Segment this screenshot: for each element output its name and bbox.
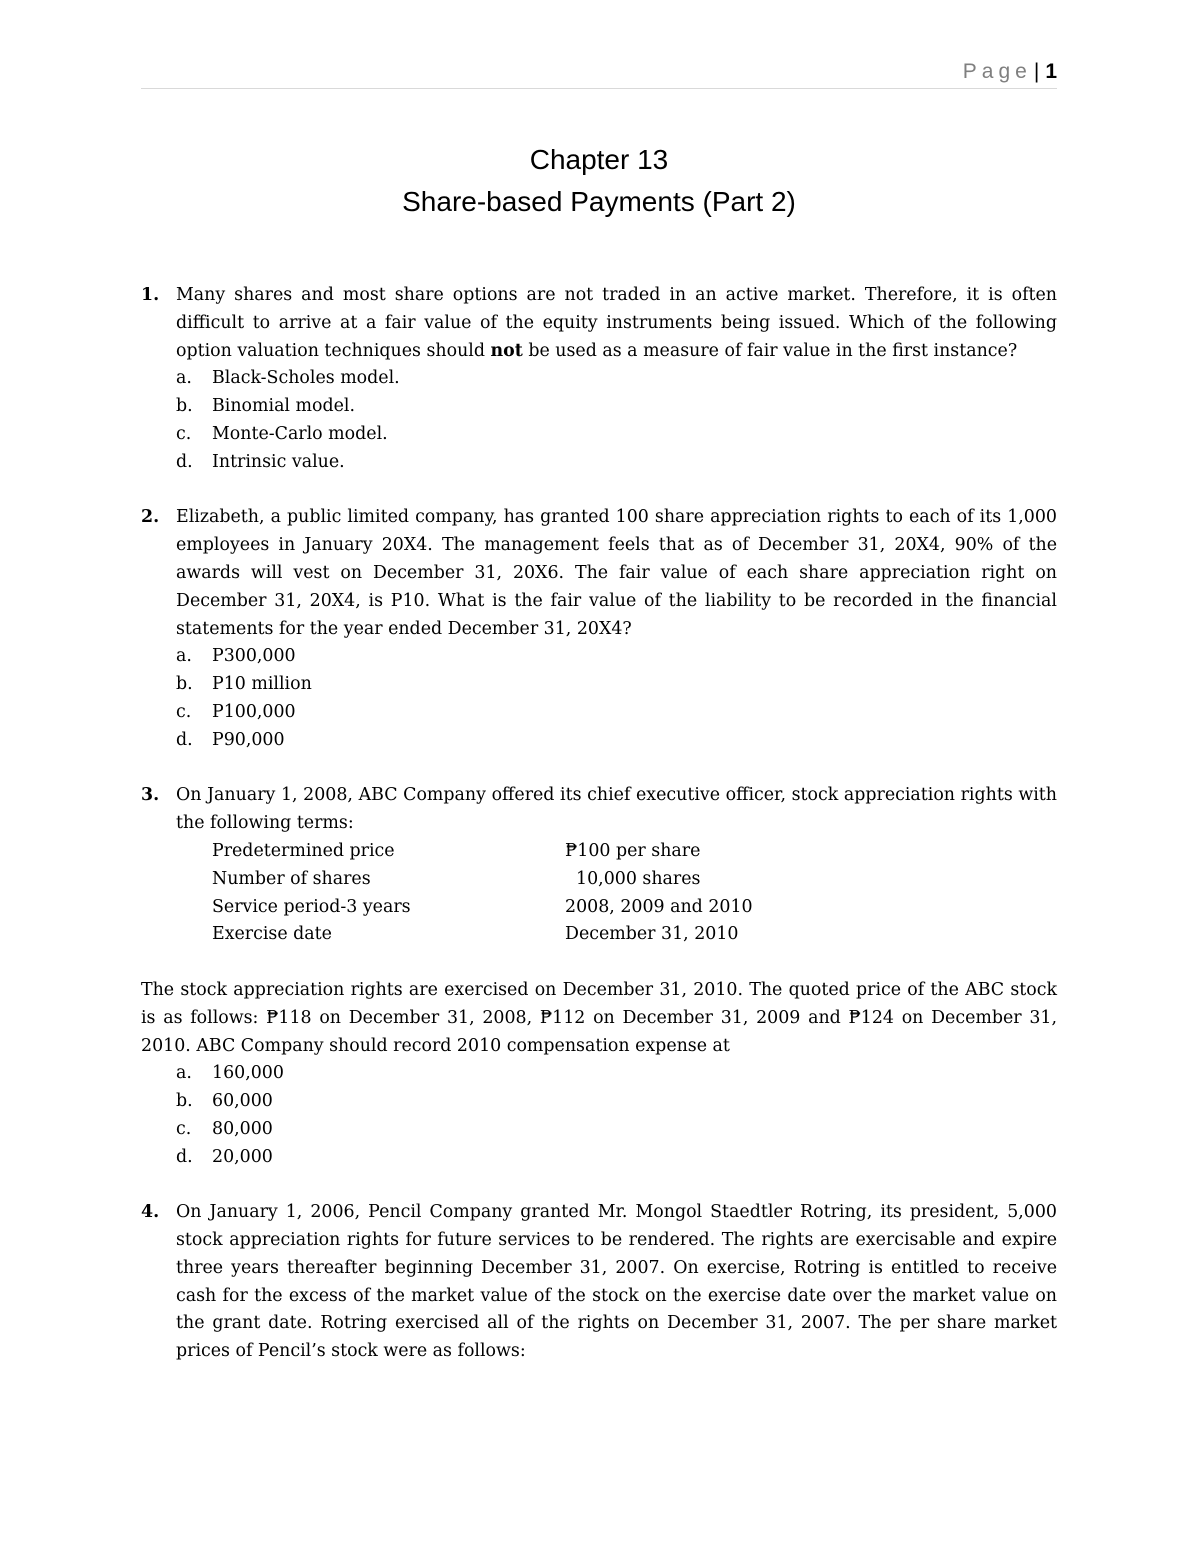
spacer <box>141 949 1057 977</box>
term-value: 10,000 shares <box>565 868 701 889</box>
spacer <box>141 755 1057 783</box>
option-letter: b. <box>176 674 193 695</box>
answer-option <box>176 421 1057 449</box>
answer-option <box>176 1144 1057 1172</box>
terms-row <box>176 921 1057 949</box>
answer-option <box>176 393 1057 421</box>
question-number: 1. <box>141 285 160 305</box>
option-letter: b. <box>176 1091 193 1112</box>
option-letter: c. <box>176 423 192 444</box>
option-letter: a. <box>176 1063 192 1084</box>
chapter-title: Chapter 13 <box>529 144 669 175</box>
page-number-label <box>963 60 1057 84</box>
option-letter: a. <box>176 368 192 389</box>
question-number: 3. <box>141 785 160 806</box>
option-letter: d. <box>176 729 193 750</box>
term-label: Exercise date <box>212 924 332 945</box>
question-2 <box>141 504 1057 754</box>
document-body <box>141 282 1057 1366</box>
terms-row <box>176 894 1057 922</box>
answer-option <box>176 1116 1057 1144</box>
question-text <box>176 282 1057 365</box>
option-letter: a. <box>176 646 192 667</box>
answer-option <box>176 1088 1057 1116</box>
page-number: 1 <box>1045 60 1057 83</box>
question-4 <box>141 1199 1057 1366</box>
question-text-part: be used as a measure of fair value in the first instance? <box>522 340 1018 361</box>
question-text-part: Many shares and most share options are not traded in an active market. Therefore, it is often difficult to arrive at a fair value of the equity instruments being issued. Which of the following option valuation techniques should <box>176 285 1057 361</box>
spacer <box>141 1172 1057 1200</box>
chapter-subtitle: Share-based Payments (Part 2) <box>402 186 796 217</box>
terms-row <box>176 838 1057 866</box>
option-text: P10 million <box>212 674 312 695</box>
question-text: On January 1, 2008, ABC Company offered its chief executive officer, stock appreciation rights with the following terms: <box>176 785 1057 834</box>
question-number: 4. <box>141 1202 160 1223</box>
term-label: Service period-3 years <box>212 896 411 917</box>
page-separator: | <box>1033 60 1040 83</box>
option-letter: c. <box>176 701 192 722</box>
option-letter: d. <box>176 1146 193 1167</box>
answer-option <box>176 449 1057 477</box>
option-text: 60,000 <box>212 1091 273 1112</box>
option-text: Black-Scholes model. <box>212 368 400 389</box>
page-word: Page <box>962 60 1032 83</box>
term-label: Predetermined price <box>212 840 395 861</box>
question-number: 2. <box>141 507 160 528</box>
answer-option <box>176 643 1057 671</box>
answer-option <box>176 1060 1057 1088</box>
option-text: 20,000 <box>212 1146 273 1167</box>
option-text: P300,000 <box>212 646 296 667</box>
option-text: 80,000 <box>212 1118 273 1139</box>
answer-options <box>176 365 1057 476</box>
question-text: Elizabeth, a public limited company, has granted 100 share appreciation rights to each of its 1,000 employees in January 20X4. The management feels that as of December 31, 20X4, 90% of the awards will vest on December 31, 20X6. The fair value of each share appreciation right on December 31, 20X4, is P10. What is the fair value of the liability to be recorded in the financial statements for the year ended December 31, 20X4? <box>176 507 1057 639</box>
answer-options <box>141 1060 1057 1171</box>
answer-option <box>176 727 1057 755</box>
option-text: Monte-Carlo model. <box>212 423 388 444</box>
term-label: Number of shares <box>212 868 371 889</box>
option-text: P90,000 <box>212 729 285 750</box>
question-3-followup: The stock appreciation rights are exercised on December 31, 2010. The quoted price of the ABC stock is as follows: ₱118 on December 31, 2008, ₱112 on December 31, 2009 and ₱124 on December 31, 2010. ABC Company should record 2010 compensation expense at <box>141 979 1057 1056</box>
question-3 <box>141 782 1057 949</box>
option-text: P100,000 <box>212 701 296 722</box>
answer-options <box>176 643 1057 754</box>
option-text: 160,000 <box>212 1063 284 1084</box>
answer-option <box>176 671 1057 699</box>
term-value: December 31, 2010 <box>565 924 739 945</box>
question-emphasis: not <box>490 340 523 361</box>
terms-table <box>176 838 1057 949</box>
option-letter: c. <box>176 1118 192 1139</box>
term-value: ₱100 per share <box>565 840 701 861</box>
terms-row <box>176 866 1057 894</box>
option-text: Intrinsic value. <box>212 451 345 472</box>
question-1 <box>141 282 1057 477</box>
answer-option <box>176 699 1057 727</box>
option-letter: d. <box>176 451 193 472</box>
answer-option <box>176 365 1057 393</box>
option-letter: b. <box>176 396 193 417</box>
question-text: On January 1, 2006, Pencil Company granted Mr. Mongol Staedtler Rotring, its president, 5,000 stock appreciation rights for future services to be rendered. The rights are exercisable and expire three years thereafter beginning December 31, 2007. On exercise, Rotring is entitled to receive cash for the excess of the market value of the stock on the exercise date over the market value on the grant date. Rotring exercised all of the rights on December 31, 2007. The per share market prices of Pencil’s stock were as follows: <box>176 1202 1057 1362</box>
option-text: Binomial model. <box>212 396 355 417</box>
page-header <box>141 60 1057 89</box>
spacer <box>141 477 1057 505</box>
term-value: 2008, 2009 and 2010 <box>565 896 753 917</box>
